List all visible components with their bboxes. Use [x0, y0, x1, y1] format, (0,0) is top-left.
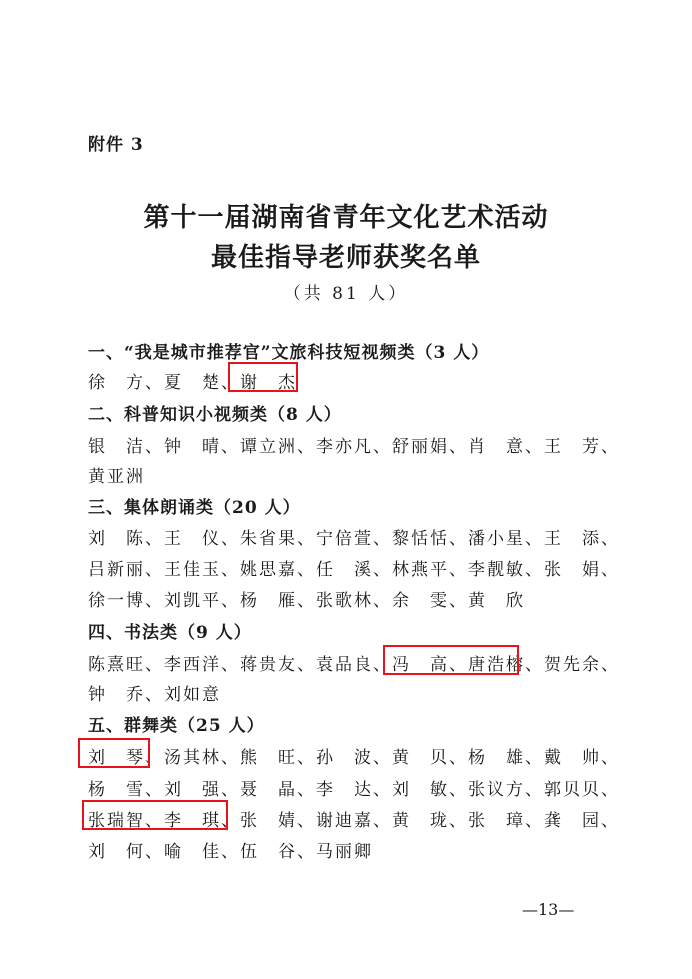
names-line: 吕新丽、王佳玉、姚思嘉、任 溪、林燕平、李靓敏、张 娟、 [88, 560, 620, 580]
names-line: 刘 琴、汤其林、熊 旺、孙 波、黄 贝、杨 雄、戴 帅、 [88, 748, 620, 768]
names-line: 银 洁、钟 晴、谭立洲、李亦凡、舒丽娟、肖 意、王 芳、 [88, 437, 620, 457]
section-heading: 三、集体朗诵类（20 人） [88, 498, 301, 518]
names-line: 杨 雪、刘 强、聂 晶、李 达、刘 敏、张议方、郭贝贝、 [88, 780, 620, 800]
names-line: 黄亚洲 [88, 467, 145, 487]
total-count: （共 81 人） [283, 284, 409, 304]
names-line: 徐一博、刘凯平、杨 雁、张歌林、余 雯、黄 欣 [88, 591, 525, 611]
names-line: 钟 乔、刘如意 [88, 685, 221, 705]
section-heading: 五、群舞类（25 人） [88, 716, 265, 736]
attachment-label: 附件 3 [88, 135, 144, 155]
section-heading: 一、“我是城市推荐官”文旅科技短视频类（3 人） [88, 343, 490, 363]
names-line: 徐 方、夏 楚、谢 杰 [88, 373, 297, 393]
section-heading: 四、书法类（9 人） [88, 623, 252, 643]
page-number: —13— [522, 900, 575, 919]
names-line: 刘 何、喻 佳、伍 谷、马丽卿 [88, 842, 373, 862]
title-line-2: 最佳指导老师获奖名单 [210, 243, 481, 273]
title-line-1: 第十一届湖南省青年文化艺术活动 [143, 203, 549, 233]
names-line: 刘 陈、王 仪、朱省果、宁倍萱、黎恬恬、潘小星、王 添、 [88, 529, 620, 549]
section-heading: 二、科普知识小视频类（8 人） [88, 405, 342, 425]
names-line: 张瑞智、李 琪、张 婧、谢迪嘉、黄 珑、张 璋、龚 园、 [88, 811, 620, 831]
names-line: 陈熹旺、李西洋、蒋贵友、袁品良、冯 高、唐浩榕、贺先余、 [88, 655, 620, 675]
